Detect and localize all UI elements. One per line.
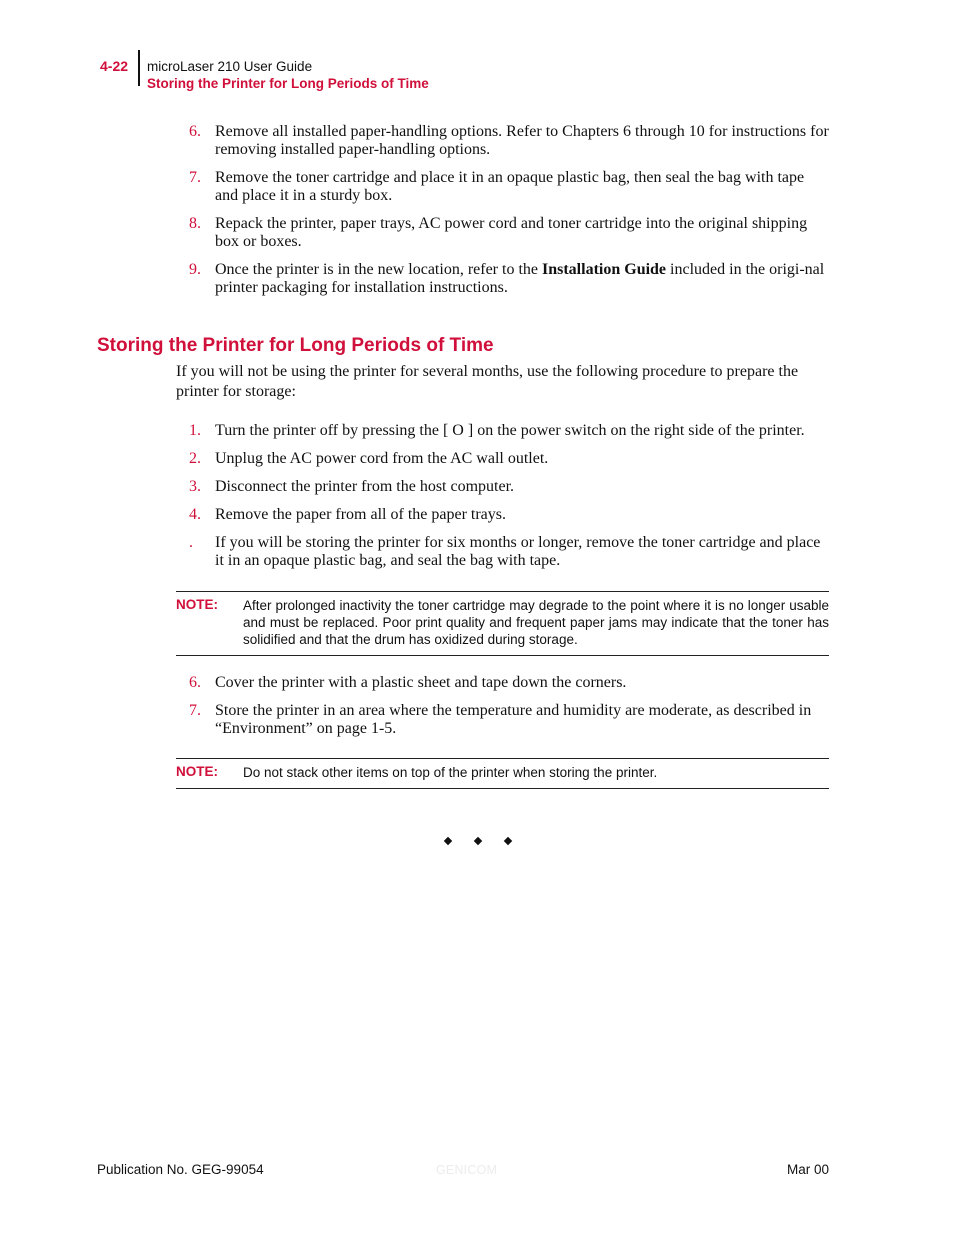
step-number: 3.	[189, 478, 201, 495]
step-text-part: included in the origi-nal printer packaging for installation instructions.	[215, 261, 825, 296]
step-text: Repack the printer, paper trays, AC power cord and toner cartridge into the original shipping box or boxes.	[215, 215, 808, 250]
note-box	[176, 758, 829, 789]
list-item	[176, 261, 831, 297]
list-item	[176, 478, 831, 496]
note-label: NOTE:	[176, 764, 218, 779]
step-text: Remove the toner cartridge and place it in an opaque plastic bag, then seal the bag with tape and place it in a sturdy box.	[215, 169, 805, 204]
repack-steps-list	[176, 123, 831, 307]
step-text: Remove all installed paper-handling options. Refer to Chapters 6 through 10 for instructions for removing installed paper-handling options.	[215, 123, 829, 158]
header-divider	[138, 50, 140, 86]
step-number: 1.	[189, 422, 201, 439]
list-item	[176, 215, 831, 251]
running-section-title: Storing the Printer for Long Periods of Time	[147, 76, 429, 91]
final-steps-list	[176, 674, 831, 748]
step-number: .	[189, 534, 193, 551]
installation-guide-reference: Installation Guide	[542, 261, 667, 278]
list-item	[176, 702, 831, 738]
step-number: 6.	[189, 123, 201, 140]
diamond-icon	[504, 837, 512, 845]
note-label: NOTE:	[176, 597, 218, 612]
step-text: If you will be storing the printer for six months or longer, remove the toner cartridge and place it in an opaque plastic bag, and seal the bag with tape.	[215, 534, 821, 569]
step-text: Cover the printer with a plastic sheet and tape down the corners.	[215, 674, 627, 691]
storage-steps-list	[176, 422, 831, 580]
note-text: Do not stack other items on top of the printer when storing the printer.	[243, 765, 658, 780]
diamond-icon	[444, 837, 452, 845]
step-number: 9.	[189, 261, 201, 278]
step-number: 8.	[189, 215, 201, 232]
list-item	[176, 169, 831, 205]
note-text: After prolonged inactivity the toner cartridge may degrade to the point where it is no longer usable and must be replaced. Poor print quality and frequent paper jams may indicate that the toner has solidified and that the drum has oxidized during storage.	[243, 598, 829, 647]
step-number: 6.	[189, 674, 201, 691]
step-number: 7.	[189, 702, 201, 719]
publication-number: Publication No. GEG-99054	[97, 1162, 264, 1177]
list-item	[176, 506, 831, 524]
step-text: Store the printer in an area where the temperature and humidity are moderate, as described in “Environment” on page 1-5.	[215, 702, 812, 737]
list-item	[176, 422, 831, 440]
section-intro: If you will not be using the printer for several months, use the following procedure to prepare the printer for storage:	[176, 363, 799, 400]
step-number: 2.	[189, 450, 201, 467]
step-text: Turn the printer off by pressing the [ O ] on the power switch on the right side of the printer.	[215, 422, 805, 439]
section-heading: Storing the Printer for Long Periods of Time	[97, 335, 494, 356]
step-text: Disconnect the printer from the host computer.	[215, 478, 515, 495]
step-number: 4.	[189, 506, 201, 523]
list-item	[176, 534, 831, 570]
diamond-icon	[474, 837, 482, 845]
list-item	[176, 450, 831, 468]
list-item	[176, 123, 831, 159]
document-title: microLaser 210 User Guide	[147, 59, 313, 74]
step-text: Remove the paper from all of the paper trays.	[215, 506, 506, 523]
page-number: 4-22	[100, 58, 129, 74]
step-text: Unplug the AC power cord from the AC wall outlet.	[215, 450, 549, 467]
step-text	[215, 261, 824, 296]
list-item	[176, 674, 831, 692]
section-end-ornament	[440, 834, 520, 850]
brand-watermark: GENICOM	[436, 1163, 498, 1177]
publication-date: Mar 00	[786, 1162, 829, 1177]
step-text-part: Once the printer is in the new location, refer to the	[215, 261, 542, 278]
note-box	[176, 591, 829, 656]
step-number: 7.	[189, 169, 201, 186]
